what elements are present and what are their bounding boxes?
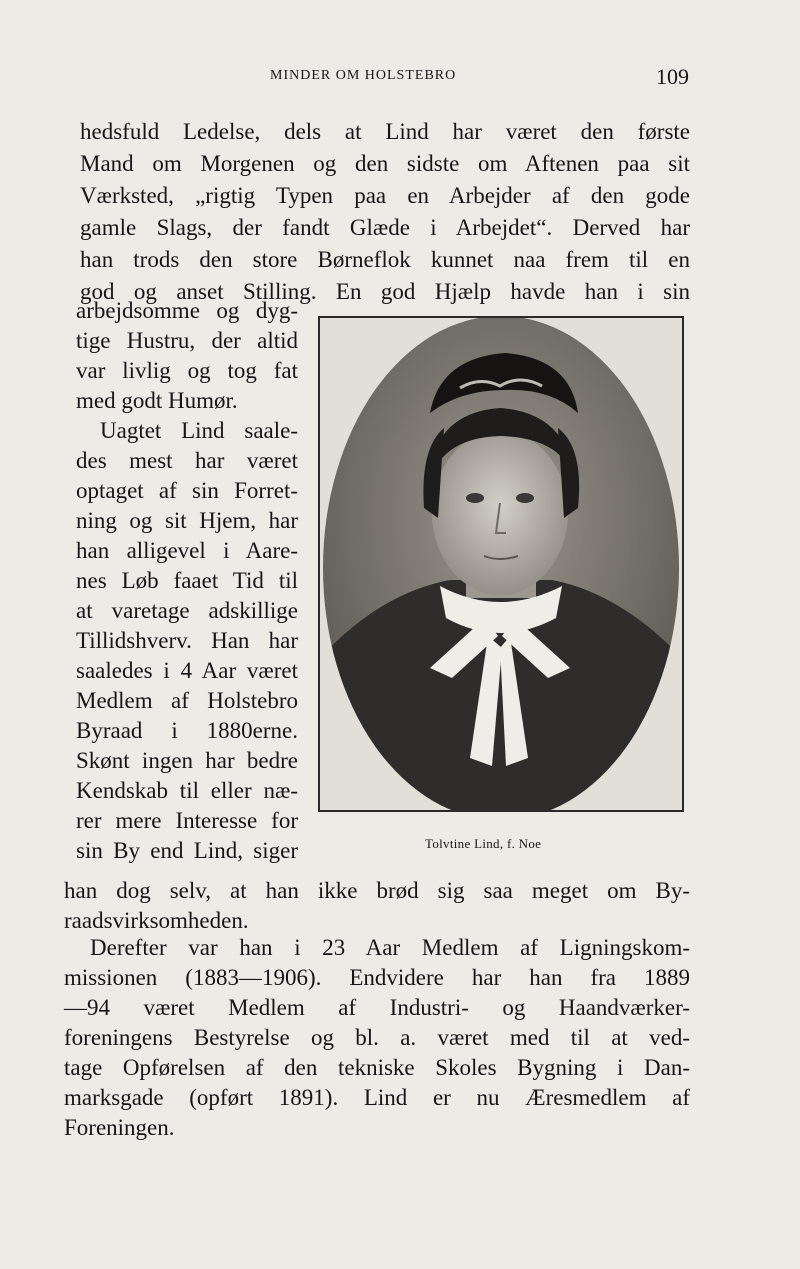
portrait-illustration [320, 318, 682, 810]
text-line: marksgade (opført 1891). Lind er nu Æresmedlem af [64, 1085, 690, 1110]
portrait-photo [318, 316, 684, 812]
text-line: Tillidshverv. Han har [76, 628, 298, 653]
text-line: des mest har været [76, 448, 298, 473]
text-line: god og anset Stilling. En god Hjælp havde han i sin [80, 279, 690, 304]
text-line: hedsfuld Ledelse, dels at Lind har været den første [80, 119, 690, 144]
text-line: Byraad i 1880erne. [76, 718, 298, 743]
text-line: Mand om Morgenen og den sidste om Aftenen paa sit [80, 151, 690, 176]
text-line: optaget af sin Forret- [76, 478, 298, 503]
text-line: ning og sit Hjem, har [76, 508, 298, 533]
text-line: Kendskab til eller næ- [76, 778, 298, 803]
photo-caption: Tolvtine Lind, f. Noe [425, 836, 542, 851]
text-line: han alligevel i Aare- [76, 538, 298, 563]
text-line: nes Løb faaet Tid til [76, 568, 298, 593]
text-line: saaledes i 4 Aar været [76, 658, 298, 683]
text-line: Værksted, „rigtig Typen paa en Arbejder af den gode [80, 183, 690, 208]
text-line: gamle Slags, der fandt Glæde i Arbejdet“. Derved har [80, 215, 690, 240]
text-line: Skønt ingen har bedre [76, 748, 298, 773]
text-line: foreningens Bestyrelse og bl. a. været med til at ved- [64, 1025, 690, 1050]
text-line: Medlem af Holstebro [76, 688, 298, 713]
text-line: han trods den store Børneflok kunnet naa frem til en [80, 247, 690, 272]
text-line: missionen (1883—1906). Endvidere har han fra 1889 [64, 965, 690, 990]
running-head: MINDER OM HOLSTEBRO [270, 68, 457, 83]
page-number: 109 [656, 64, 689, 89]
text-line: at varetage adskillige [76, 598, 298, 623]
text-line: Uagtet Lind saale- [100, 418, 298, 443]
text-line: var livlig og tog fat [76, 358, 298, 383]
text-line: Derefter var han i 23 Aar Medlem af Ligningskom- [90, 935, 690, 960]
text-line: —94 været Medlem af Industri- og Haandværker- [64, 995, 690, 1020]
text-line: sin By end Lind, siger [76, 838, 298, 863]
text-line: rer mere Interesse for [76, 808, 298, 833]
text-line: med godt Humør. [76, 388, 238, 413]
text-line: raadsvirksomheden. [64, 908, 249, 933]
text-line: han dog selv, at han ikke brød sig saa meget om By- [64, 878, 690, 903]
text-line: tige Hustru, der altid [76, 328, 298, 353]
text-line: arbejdsomme og dyg- [76, 298, 298, 323]
text-line: Foreningen. [64, 1115, 175, 1140]
text-line: tage Opførelsen af den tekniske Skoles Bygning i Dan- [64, 1055, 690, 1080]
